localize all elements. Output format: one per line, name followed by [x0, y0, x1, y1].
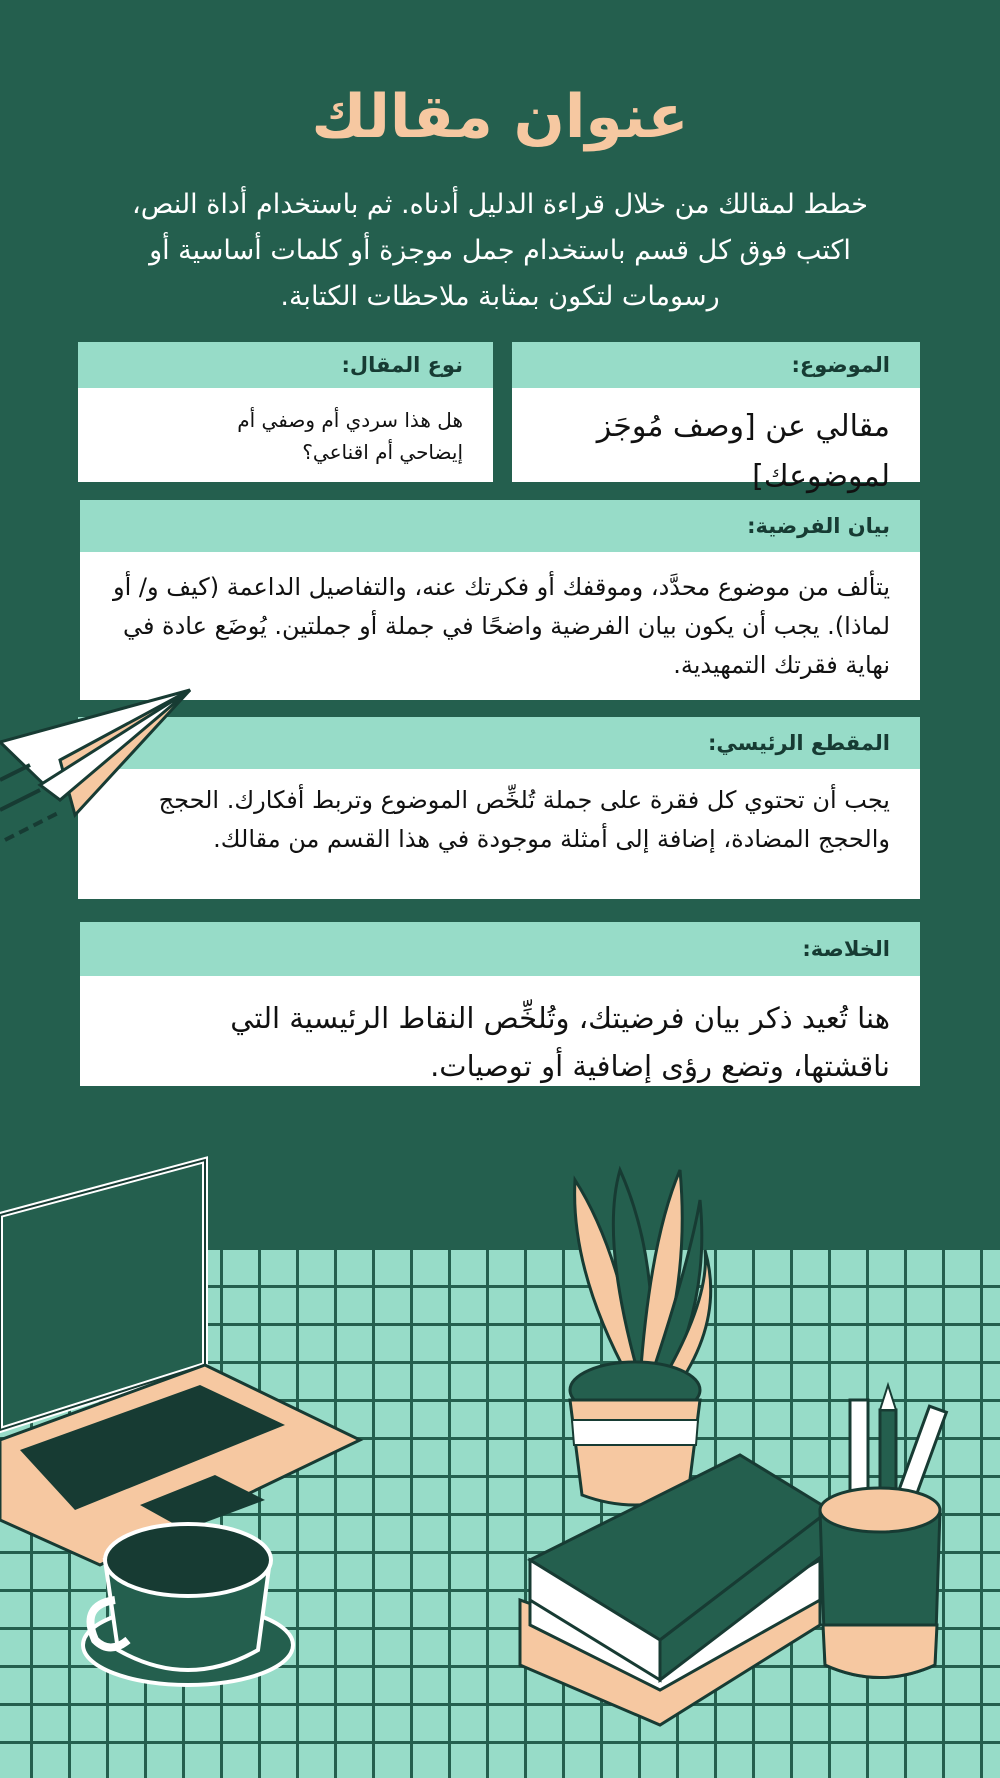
- topic-field[interactable]: مقالي عن [وصف مُوجَز لموضوعك]: [512, 388, 920, 482]
- pencil-cup-icon: [820, 1385, 946, 1678]
- books-icon: [520, 1455, 830, 1725]
- thesis-field[interactable]: يتألف من موضوع محدَّد، وموقفك أو فكرتك عنه، والتفاصيل الداعمة (كيف و/ أو لماذا). يجب أن يكون بيان الفرضية واضحًا في جملة أو جملتين. يُوضَع عادة في نهاية فقرتك التمهيدية.: [80, 552, 920, 700]
- body-label: المقطع الرئيسي:: [78, 717, 920, 769]
- laptop-icon: [0, 1160, 360, 1565]
- plant-icon: [570, 1170, 711, 1505]
- page-title: عنوان مقالك: [311, 82, 689, 152]
- intro-text: خطط لمقالك من خلال قراءة الدليل أدناه. ثم باستخدام أداة النص، اكتب فوق كل قسم باستخدام جمل موجزة أو كلمات أساسية أو رسومات لتكون بمثابة ملاحظات الكتابة.: [132, 189, 868, 312]
- conclusion-field[interactable]: هنا تُعيد ذكر بيان فرضيتك، وتُلخِّص النقاط الرئيسية التي ناقشتها، وتضع رؤى إضافية أو توصيات.: [80, 976, 920, 1086]
- coffee-cup-icon: [83, 1524, 293, 1685]
- essay-type-label: نوع المقال:: [78, 342, 493, 388]
- conclusion-label: الخلاصة:: [80, 922, 920, 976]
- thesis-label: بيان الفرضية:: [80, 500, 920, 552]
- topic-label: الموضوع:: [512, 342, 920, 388]
- paper-plane-icon: [0, 690, 190, 840]
- body-field[interactable]: يجب أن تحتوي كل فقرة على جملة تُلخِّص الموضوع وتربط أفكارك. الحجج والحجج المضادة، إضافة إلى أمثلة موجودة في هذا القسم من مقالك.: [78, 769, 920, 899]
- essay-type-field[interactable]: هل هذا سردي أم وصفي أم إيضاحي أم اقناعي؟: [78, 388, 493, 482]
